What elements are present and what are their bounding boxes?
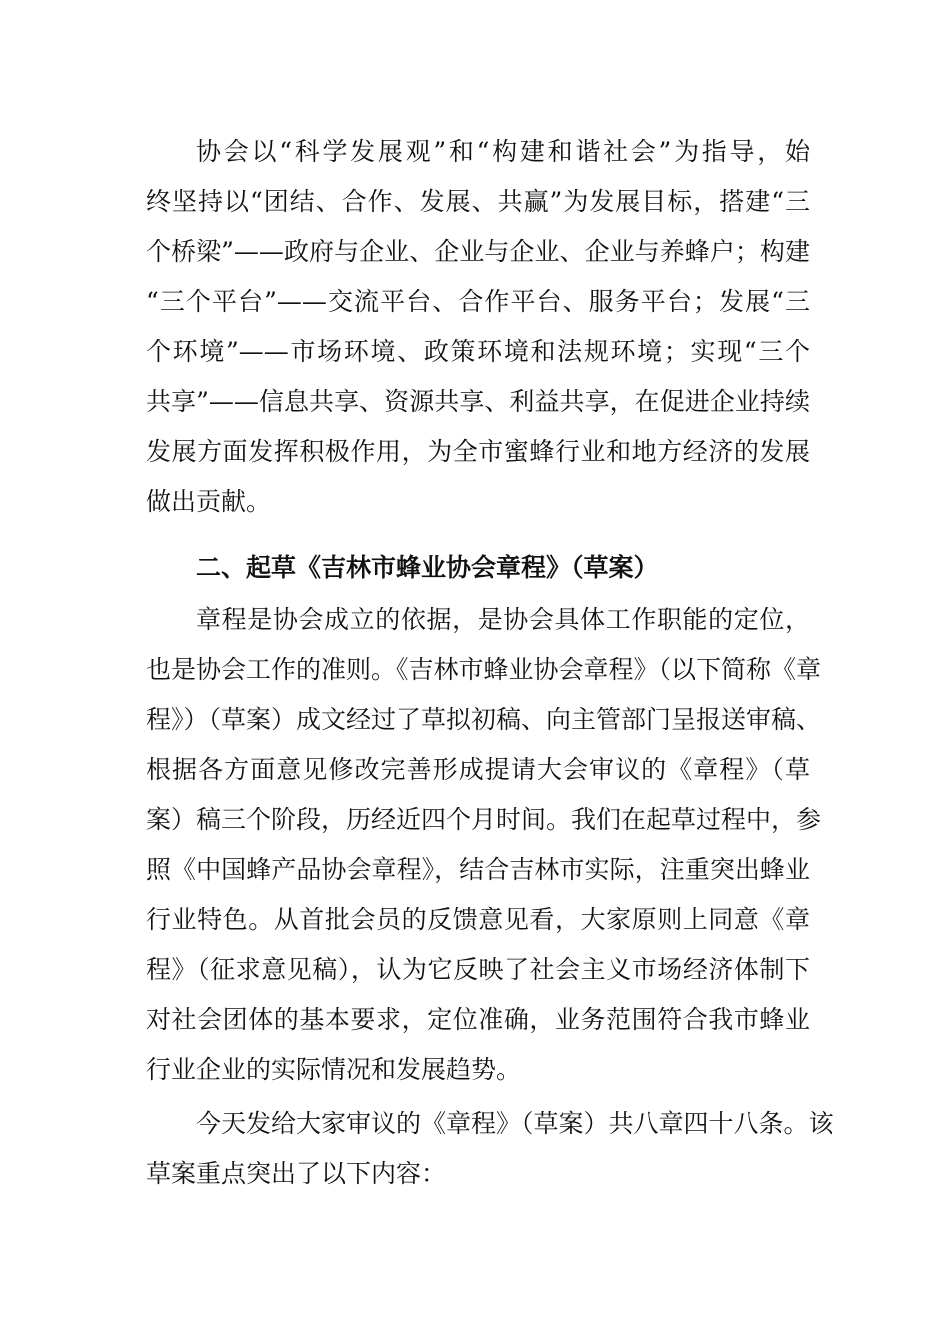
paragraph-2-line-8: 程》（征求意见稿），认为它反映了社会主义市场经济体制下 [146,955,810,984]
paragraph-2-line-3: 程》）（草案）成文经过了草拟初稿、向主管部门呈报送审稿、 [146,705,822,734]
paragraph-1-line-6: 共享”——信息共享、资源共享、利益共享，在促进企业持续 [146,387,810,416]
paragraph-1-line-7: 发展方面发挥积极作用，为全市蜜蜂行业和地方经济的发展 [146,437,810,466]
paragraph-1-line-3: 个桥梁”——政府与企业、企业与企业、企业与养蜂户；构建 [146,237,810,266]
paragraph-3-line-2: 草案重点突出了以下内容： [146,1159,447,1188]
paragraph-1-line-4: “三个平台”——交流平台、合作平台、服务平台；发展“三 [146,287,810,316]
paragraph-1-line-5: 个环境”——市场环境、政策环境和法规环境；实现“三个 [146,337,810,366]
paragraph-2-line-9: 对社会团体的基本要求，定位准确，业务范围符合我市蜂业 [146,1005,810,1034]
paragraph-1-line-8: 做出贡献。 [146,487,272,516]
paragraph-1-line-2: 终坚持以“团结、合作、发展、共赢”为发展目标，搭建“三 [146,187,810,216]
paragraph-2-line-2: 也是协会工作的准则。《吉林市蜂业协会章程》（以下简称《章 [146,655,822,684]
paragraph-2-line-4: 根据各方面意见修改完善形成提请大会审议的《章程》（草 [146,755,810,784]
section-heading: 二、起草《吉林市蜂业协会章程》（草案） [196,553,659,582]
paragraph-2-line-6: 照《中国蜂产品协会章程》，结合吉林市实际，注重突出蜂业 [146,855,810,884]
paragraph-3-line-1: 今天发给大家审议的《章程》（草案）共八章四十八条。该 [196,1109,834,1138]
paragraph-2-line-1: 章程是协会成立的依据，是协会具体工作职能的定位， [196,605,810,634]
paragraph-2-line-5: 案）稿三个阶段，历经近四个月时间。我们在起草过程中，参 [146,805,822,834]
paragraph-1-line-1: 协会以“科学发展观”和“构建和谐社会”为指导，始 [196,137,810,166]
paragraph-2-line-10: 行业企业的实际情况和发展趋势。 [146,1055,522,1084]
paragraph-2-line-7: 行业特色。从首批会员的反馈意见看，大家原则上同意《章 [146,905,810,934]
